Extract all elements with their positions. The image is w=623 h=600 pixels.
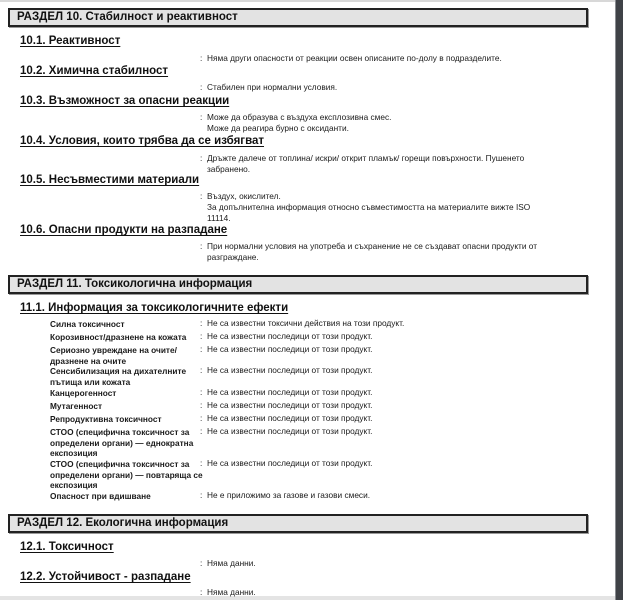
value-text: Не са известни последици от този продукт. <box>207 413 373 423</box>
value-text: Стабилен при нормални условия. <box>207 82 338 92</box>
colon: : <box>200 191 203 201</box>
value-10-1 <box>200 53 557 64</box>
heading-10-3: 10.3. Възможност за опасни реакции <box>20 95 230 107</box>
value-text: Не са известни последици от този продукт. <box>207 365 373 375</box>
tox-label: Опасност при вдишване <box>50 491 151 501</box>
colon: : <box>200 458 203 468</box>
section-12-header: РАЗДЕЛ 12. Екологична информация <box>8 514 588 533</box>
heading-11-1: 11.1. Информация за токсикологичните ефекти <box>20 302 289 314</box>
colon: : <box>200 400 203 410</box>
value-line: При нормални условия на употреба и съхранение не се създават опасни продукти от <box>207 241 538 251</box>
value-text: Няма данни. <box>207 558 256 568</box>
colon: : <box>200 558 203 568</box>
colon: : <box>200 153 203 163</box>
tox-value <box>200 387 557 398</box>
colon: : <box>200 426 203 436</box>
colon: : <box>200 344 203 354</box>
colon: : <box>200 387 203 397</box>
colon: : <box>200 318 203 328</box>
tox-value <box>200 365 557 376</box>
value-line: 11114. <box>207 213 231 223</box>
tox-value <box>200 331 557 342</box>
value-line: Може да реагира бурно с оксиданти. <box>207 123 349 133</box>
tox-label: Сенсибилизация на дихателните пътища или кожата <box>50 366 187 387</box>
value-line: забранено. <box>207 164 251 174</box>
colon: : <box>200 331 203 341</box>
value-text: Не са известни последици от този продукт. <box>207 458 373 468</box>
section-11-header: РАЗДЕЛ 11. Токсикологична информация <box>8 275 588 294</box>
value-line: За допълнителна информация относно съвместимостта на материалите вижте ISO <box>207 202 531 212</box>
heading-10-4: 10.4. Условия, които трябва да се избягват <box>20 135 265 147</box>
value-10-4 <box>200 153 557 175</box>
colon: : <box>200 82 203 92</box>
heading-10-6: 10.6. Опасни продукти на разпадане <box>20 224 228 236</box>
tox-value <box>200 344 557 355</box>
value-text: Няма други опасности от реакции освен описаните по-долу в подразделите. <box>207 53 502 63</box>
tox-value <box>200 413 557 424</box>
value-12-2 <box>200 587 557 598</box>
colon: : <box>200 53 203 63</box>
tox-value <box>200 458 557 469</box>
tox-label: СТОО (специфична токсичност за определени органи) — повтаряща се експозиция <box>50 459 203 490</box>
value-line: Дръжте далече от топлина/ искри/ открит пламък/ горещи повърхности. Пушенето <box>207 153 525 163</box>
tox-label: Мутагенност <box>50 401 103 411</box>
tox-value <box>200 400 557 411</box>
value-10-3 <box>200 112 557 134</box>
heading-10-1: 10.1. Реактивност <box>20 35 121 47</box>
heading-10-2: 10.2. Химична стабилност <box>20 65 169 77</box>
colon: : <box>200 490 203 500</box>
section-10-header: РАЗДЕЛ 10. Стабилност и реактивност <box>8 8 588 27</box>
value-text: Не са известни последици от този продукт. <box>207 344 373 354</box>
tox-label: Сериозно увреждане на очите/ дразнене на очите <box>50 345 177 366</box>
value-text: Не са известни последици от този продукт. <box>207 331 373 341</box>
value-12-1 <box>200 558 557 569</box>
value-10-2 <box>200 82 557 93</box>
value-text: Не са известни последици от този продукт. <box>207 387 373 397</box>
vertical-scrollbar[interactable] <box>615 0 623 600</box>
tox-value <box>200 318 557 329</box>
colon: : <box>200 365 203 375</box>
colon: : <box>200 587 203 597</box>
tox-value <box>200 426 557 437</box>
heading-12-2: 12.2. Устойчивост - разпадане <box>20 571 191 583</box>
value-text: Не са известни токсични действия на този продукт. <box>207 318 405 328</box>
value-text: Не са известни последици от този продукт. <box>207 400 373 410</box>
tox-label: Канцерогенност <box>50 388 117 398</box>
colon: : <box>200 413 203 423</box>
colon: : <box>200 241 203 251</box>
value-line: Въздух, окислител. <box>207 191 281 201</box>
value-text: Няма данни. <box>207 587 256 597</box>
value-text: Не са известни последици от този продукт. <box>207 426 373 436</box>
value-line: разграждане. <box>207 252 259 262</box>
value-text: Не е приложимо за газове и газови смеси. <box>207 490 371 500</box>
tox-label: Репродуктивна токсичност <box>50 414 162 424</box>
heading-10-5: 10.5. Несъвместими материали <box>20 174 200 186</box>
value-10-6 <box>200 241 557 263</box>
heading-12-1: 12.1. Токсичност <box>20 541 114 553</box>
value-10-5 <box>200 191 557 224</box>
colon: : <box>200 112 203 122</box>
value-line: Може да образува с въздуха експлозивна смес. <box>207 112 392 122</box>
tox-value <box>200 490 557 501</box>
tox-label: СТОО (специфична токсичност за определени органи) — еднократна експозиция <box>50 427 194 458</box>
tox-label: Корозивност/дразнене на кожата <box>50 332 187 342</box>
tox-label: Силна токсичност <box>50 319 125 329</box>
